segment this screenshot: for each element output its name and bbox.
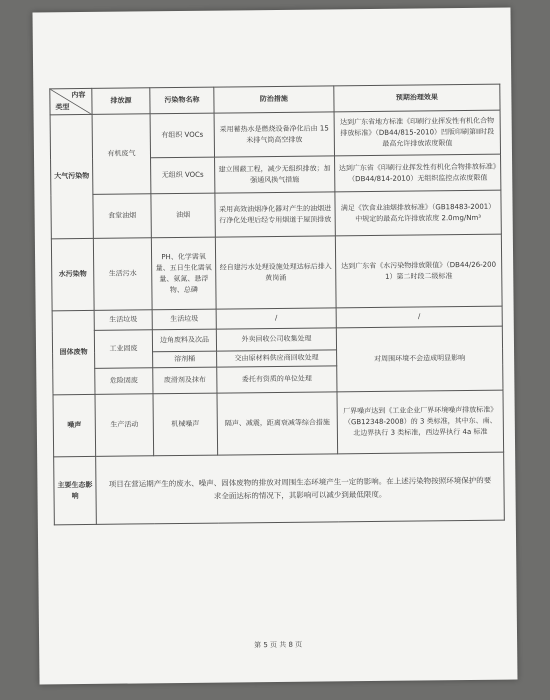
header-effect: 预期治理效果 (334, 84, 500, 112)
solid-scrap-measure: 外卖回收公司收集处理 (216, 328, 336, 351)
water-effect: 达到广东省《水污染物排放限值》（DB44/26-2001）第二时段二级标准 (335, 234, 502, 308)
air-kitchen-measure: 采用高效油烟净化器对产生的油烟进行净化处理后经专用烟道于屋顶排放 (215, 192, 335, 237)
air-org-measure: 采用蓄热水是燃烧设备净化后由 15 米排气筒高空排放 (214, 112, 334, 157)
solid-scrap: 边角废料及次品 (152, 329, 216, 352)
header-content-label: 内容 (71, 90, 86, 100)
solid-hazardous-source: 危险固废 (95, 368, 153, 395)
air-unorg-effect: 达到广东省《印刷行业挥发性有机化合物排放标准》（DB44/814-2010）无组织监控点浓度限值 (335, 154, 501, 192)
water-category: 水污染物 (51, 238, 94, 310)
header-pollutant-name: 污染物名称 (150, 87, 214, 114)
header-type-label: 类型 (55, 103, 70, 112)
noise-measure: 隔声、减震，距离衰减等综合措施 (217, 392, 338, 455)
solid-effect: 对周围环境不会造成明显影响 (336, 326, 503, 392)
header-measures: 防治措施 (214, 86, 334, 113)
impact-text: 项目在营运期产生的废水、噪声、固体废物的排放对周围生态环境产生一定的影响。在上述污染物按照环境保护的要求全面达标的情况下，其影响可以减少到最低限度。 (96, 452, 505, 524)
noise-effect: 厂界噪声达到《工业企业厂界环境噪声排放标准》（GB12348-2008）的 3 类标准，其中东、南、北边界执行 3 类标准，西边界执行 4a 标准 (337, 390, 504, 454)
water-source: 生活污水 (93, 238, 152, 311)
solid-domestic-effect: / (336, 306, 502, 328)
air-kitchen-effect: 满足《饮食业油烟排放标准》（GB18483-2001）中规定的最高允许排放浓度 2.0mg/Nm³ (335, 190, 501, 236)
solid-solvent-bucket: 溶剂桶 (153, 351, 217, 368)
noise-category: 噪声 (53, 394, 96, 456)
solid-domestic-pollutant: 生活垃圾 (152, 309, 216, 330)
air-kitchen-pollutant: 油烟 (151, 193, 215, 238)
air-category: 大气污染物 (50, 114, 93, 238)
impact-label: 主要生态影响 (54, 456, 97, 524)
air-unorg-measure: 建立围蔽工程，减少无组织排放；加强通风换气措施 (215, 156, 335, 193)
solid-industrial-source: 工业固废 (94, 330, 152, 369)
air-unorg-vocs: 无组织 VOCs (151, 157, 215, 194)
water-measure: 经自建污水处理设施处理达标后排入黄岗涌 (215, 236, 336, 309)
solid-bucket-measure: 交由原材料供应商回收处理 (217, 350, 337, 367)
solid-domestic-source: 生活垃圾 (94, 310, 152, 331)
solid-category: 固体废物 (52, 310, 95, 394)
page-number-footer: 第 5 页 共 8 页 (254, 640, 303, 650)
air-org-effect: 达到广东省地方标准《印刷行业挥发性有机化合物排放标准》（DB44/815-2010）凹版印刷第II时段最高允许排放浓度限值 (334, 110, 500, 156)
header-corner-cell (50, 88, 92, 114)
document-page (32, 8, 517, 685)
noise-source: 生产活动 (95, 394, 154, 457)
air-organic-gas-source: 有机废气 (92, 114, 151, 195)
pollution-control-table (49, 84, 505, 526)
solid-waste-oil: 废滑剂及抹布 (153, 367, 217, 394)
air-kitchen-source: 食堂油烟 (93, 194, 151, 239)
water-pollutants: PH、化学需氧量、五日生化需氧量、氨氮、悬浮物、总磷 (151, 237, 216, 310)
solid-oil-measure: 委托有资质的单位处理 (217, 366, 337, 393)
air-org-vocs: 有组织 VOCs (150, 113, 214, 158)
header-source: 排放源 (92, 88, 150, 115)
noise-pollutant: 机械噪声 (153, 393, 218, 456)
solid-domestic-measure: / (216, 308, 336, 329)
